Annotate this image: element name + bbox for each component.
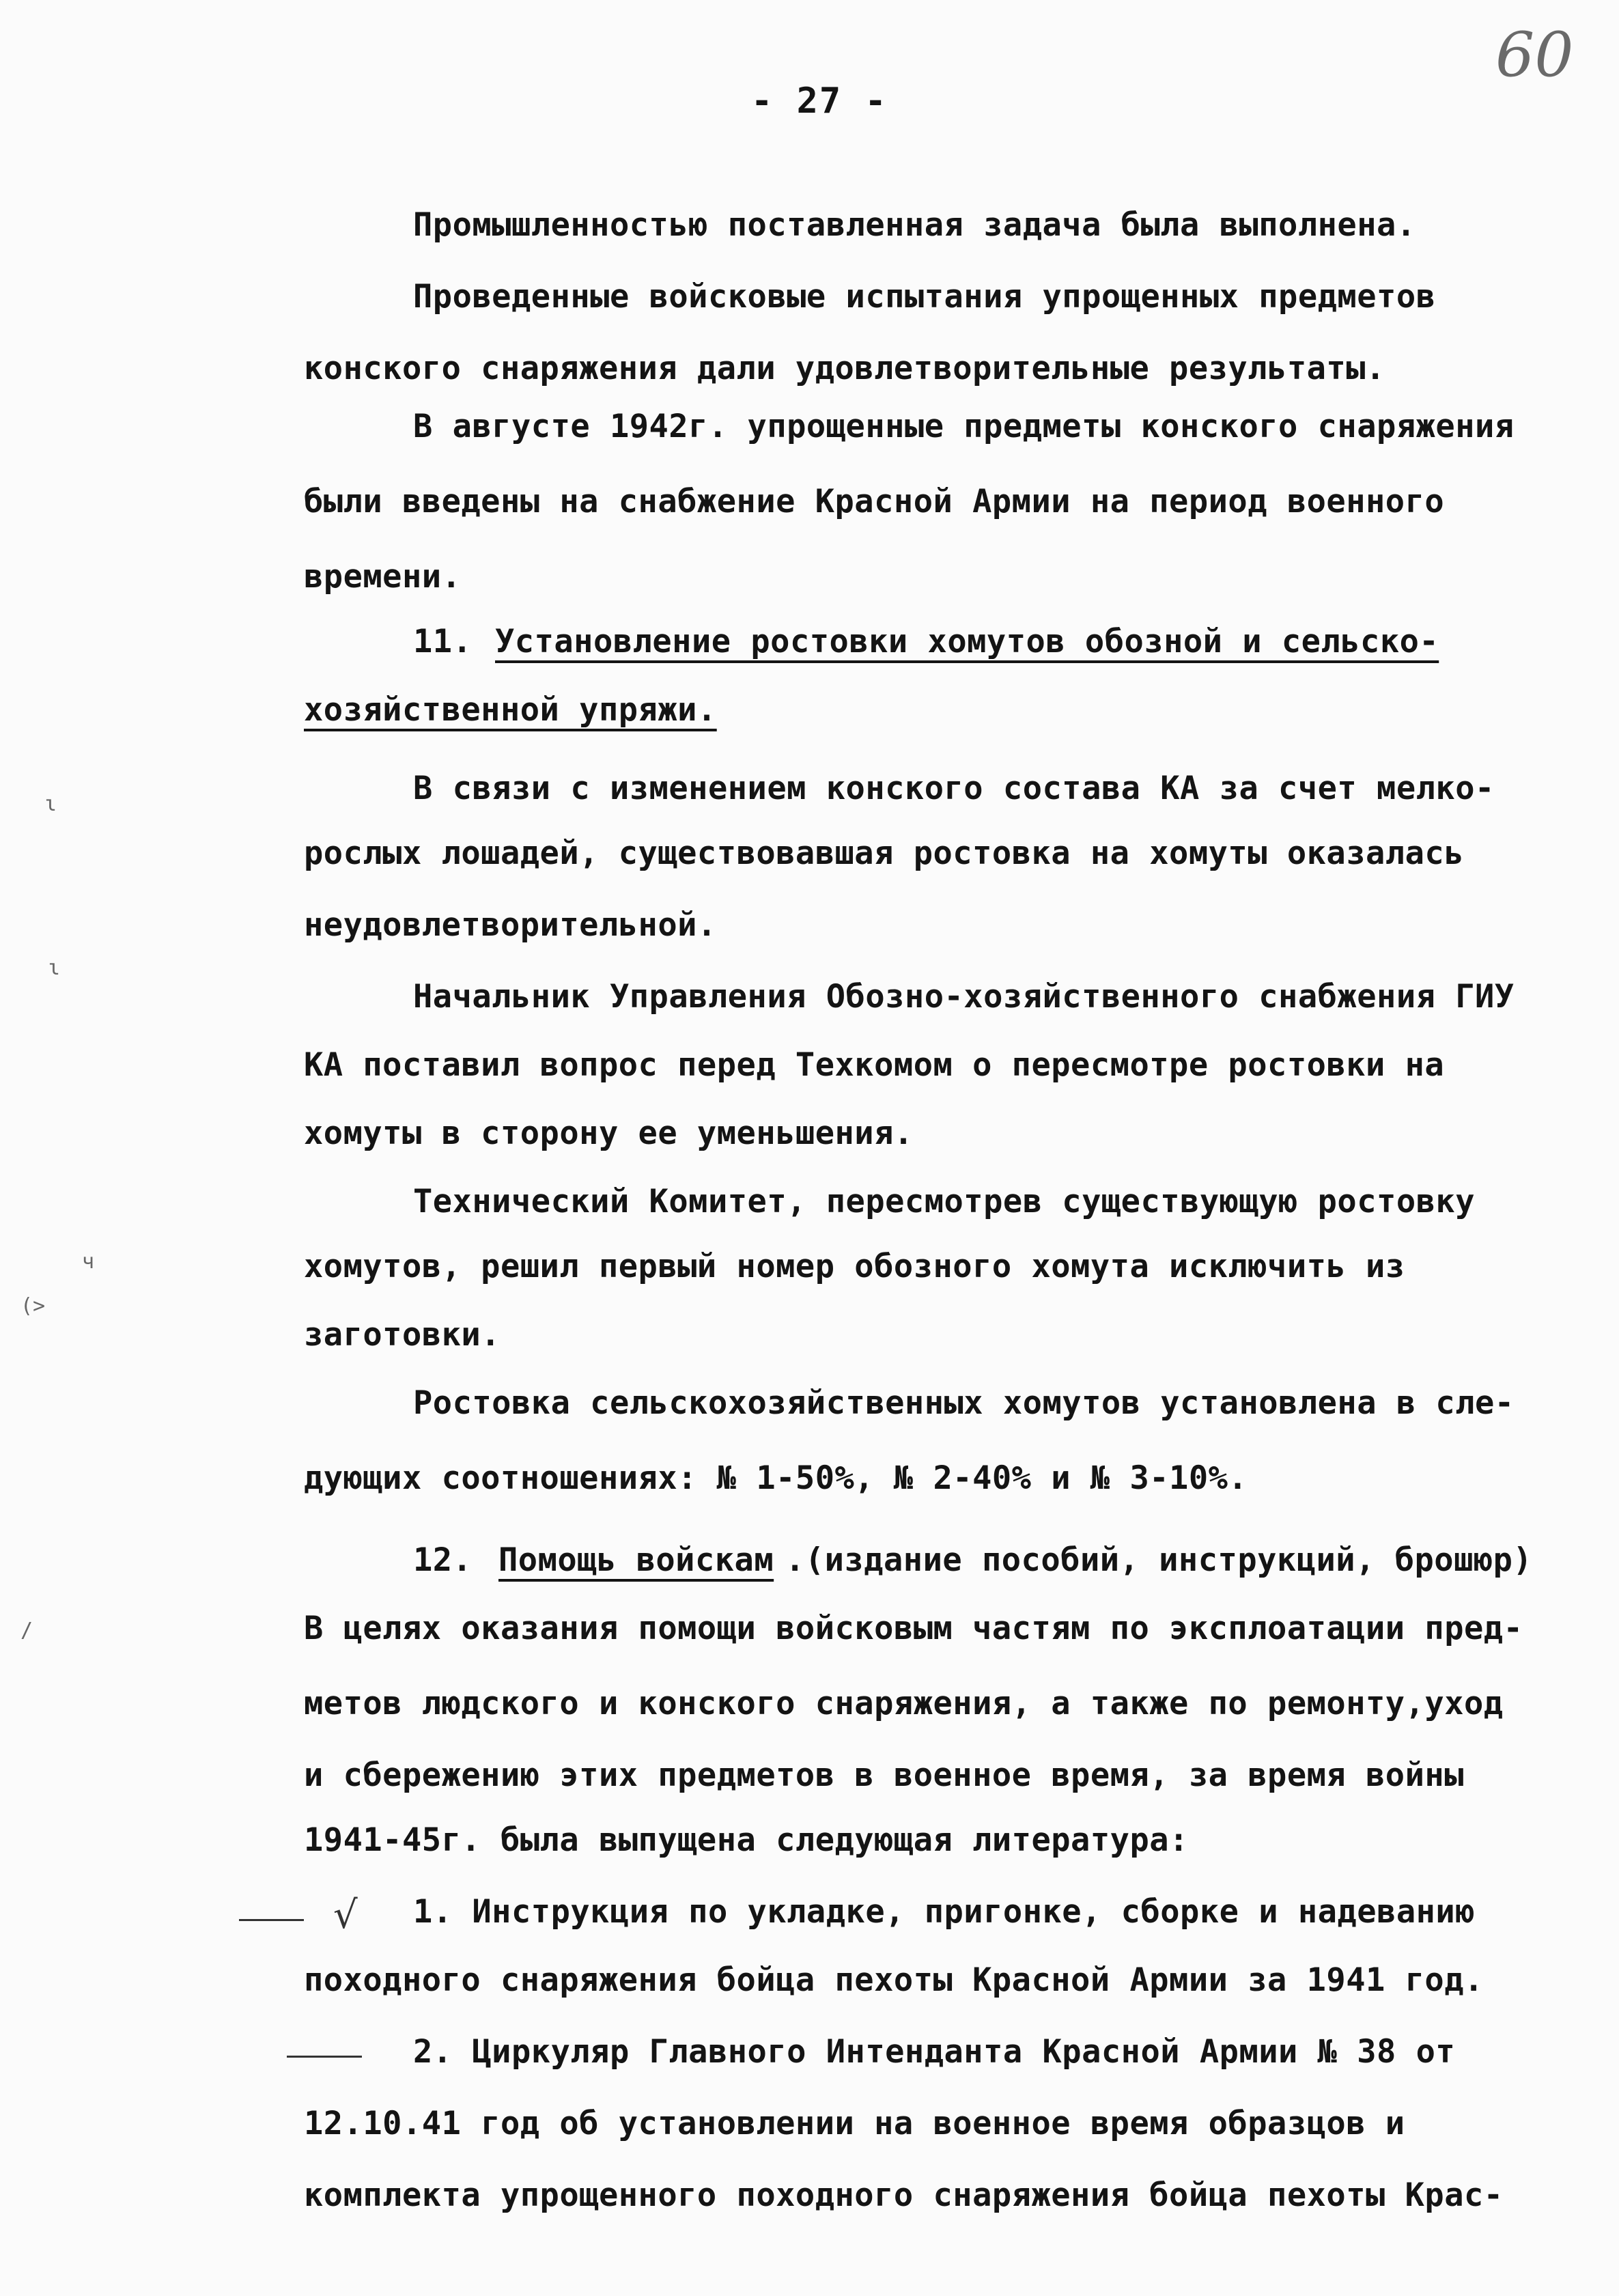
text-line: Проведенные войсковые испытания упрощенных предметов: [413, 278, 1436, 316]
text-line: Технический Комитет, пересмотрев существующую ростовку: [413, 1183, 1476, 1220]
text-line: конского снаряжения дали удовлетворительные результаты.: [304, 350, 1385, 387]
text-line: Ростовка сельскохозяйственных хомутов установлена в сле-: [413, 1384, 1515, 1422]
text-line: заготовки.: [304, 1316, 501, 1354]
margin-speck: (>: [20, 1294, 46, 1318]
section-number: 11.: [413, 623, 473, 660]
text-line: были введены на снабжение Красной Армии на период военного: [304, 483, 1445, 520]
text-line: дующих соотношениях: № 1-50%, № 2-40% и № 3-10%.: [304, 1459, 1248, 1497]
section-heading-continued: хозяйственной упряжи.: [304, 691, 717, 729]
list-item: 1. Инструкция по укладке, пригонке, сборке и надеванию: [413, 1893, 1476, 1931]
text-line: хомутов, решил первый номер обозного хомута исключить из: [304, 1248, 1405, 1285]
text-line: 1941-45г. была выпущена следующая литература:: [304, 1821, 1189, 1859]
text-line: КА поставил вопрос перед Техкомом о пересмотре ростовки на: [304, 1046, 1445, 1084]
text-line: метов людского и конского снаряжения, а также по ремонту,уход: [304, 1685, 1504, 1722]
page-number: - 27 -: [751, 81, 888, 122]
list-item: 2. Циркуляр Главного Интенданта Красной Армии № 38 от: [413, 2033, 1456, 2071]
list-item-continued: походного снаряжения бойца пехоты Красной Армии за 1941 год.: [304, 1961, 1484, 1999]
section-number: 12.: [413, 1541, 473, 1579]
list-item-continued: комплекта упрощенного походного снаряжения бойца пехоты Крас-: [304, 2176, 1504, 2214]
margin-speck: /: [20, 1619, 33, 1642]
handwritten-page-number: 60: [1495, 19, 1574, 91]
section-heading-note: .(издание пособий, инструкций, брошюр): [785, 1541, 1533, 1579]
margin-speck: ɩ: [44, 792, 57, 816]
margin-dash: [239, 1919, 304, 1921]
text-line: хомуты в сторону ее уменьшения.: [304, 1115, 914, 1152]
check-icon: √: [333, 1893, 358, 1937]
text-line: В целях оказания помощи войсковым частям по эксплоатации пред-: [304, 1610, 1523, 1647]
margin-speck: ɩ: [48, 956, 61, 980]
margin-dash: [287, 2056, 362, 2058]
margin-speck: ч: [82, 1250, 95, 1274]
section-heading: Помощь войскам: [498, 1541, 774, 1579]
text-line: неудовлетворительной.: [304, 906, 717, 944]
text-line: и сбережению этих предметов в военное время, за время войны: [304, 1756, 1464, 1794]
text-line: времени.: [304, 558, 462, 596]
text-line: В августе 1942г. упрощенные предметы конского снаряжения: [413, 408, 1515, 445]
text-line: рослых лошадей, существовавшая ростовка на хомуты оказалась: [304, 835, 1464, 872]
list-item-continued: 12.10.41 год об установлении на военное время образцов и: [304, 2105, 1405, 2142]
text-line: В связи с изменением конского состава КА за счет мелко-: [413, 770, 1495, 807]
text-line: Начальник Управления Обозно-хозяйственного снабжения ГИУ: [413, 978, 1515, 1016]
section-heading: Установление ростовки хомутов обозной и сельско-: [495, 623, 1439, 660]
text-line: Промышленностью поставленная задача была выполнена.: [413, 206, 1416, 244]
